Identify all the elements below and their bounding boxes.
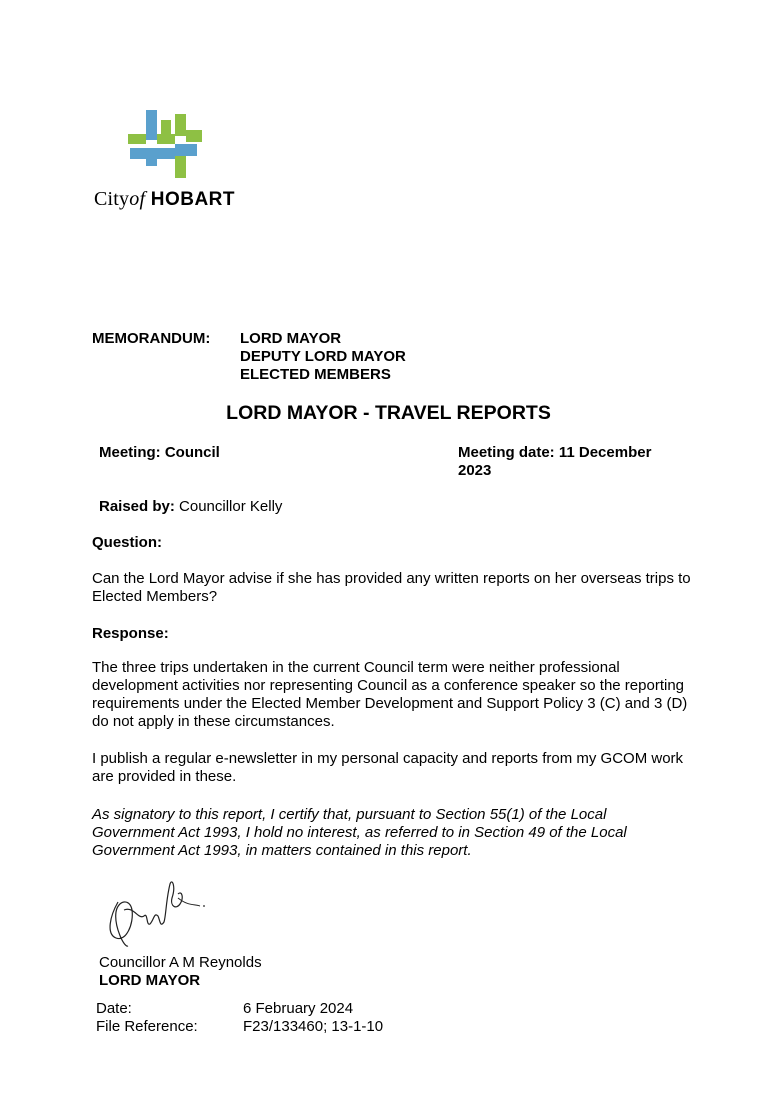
raised-by-value: Councillor Kelly <box>179 498 283 515</box>
logo-hobart: HOBART <box>150 189 235 210</box>
meeting-date <box>458 444 688 480</box>
certification-statement: As signatory to this report, I certify that, pursuant to Section 55(1) of the Local Government Act 1993, I hold no interest, as referred to in Section 49 of the Local Government Act 1993, in matters contained in this report. <box>92 806 627 859</box>
meeting-value: Council <box>164 444 220 461</box>
logo-bar <box>175 114 186 136</box>
logo-bar <box>128 134 146 144</box>
response-paragraph: I publish a regular e-newsletter in my personal capacity and reports from my GCOM work are provided in these. <box>92 750 684 785</box>
date-label: Date: <box>96 1000 132 1017</box>
page-title: LORD MAYOR - TRAVEL REPORTS <box>226 402 551 424</box>
file-reference-value: F23/133460; 13-1-10 <box>243 1018 384 1035</box>
file-reference-label: File Reference: <box>96 1018 198 1035</box>
logo-city: City <box>94 188 130 210</box>
date-value: 6 February 2024 <box>243 1000 354 1017</box>
memo-recipient: DEPUTY LORD MAYOR <box>240 348 406 365</box>
logo-wordmark <box>94 188 235 211</box>
meeting-date-value: 11 December 2023 <box>458 444 652 479</box>
meeting-label: Meeting: <box>99 444 161 461</box>
response-heading: Response: <box>92 625 169 642</box>
raised-by-label: Raised by: <box>99 498 175 515</box>
logo-bar <box>186 130 202 142</box>
memo-label: MEMORANDUM: <box>92 330 211 347</box>
signatory-name: Councillor A M Reynolds <box>99 954 262 971</box>
logo-of: of <box>129 188 146 210</box>
memo-recipients <box>240 330 406 384</box>
logo-bar <box>175 156 186 178</box>
meeting-info <box>99 444 220 462</box>
meeting-date-label: Meeting date: <box>458 444 555 461</box>
question-heading: Question: <box>92 534 162 551</box>
logo-bar <box>146 110 157 140</box>
logo-bar <box>175 144 197 156</box>
raised-by <box>99 498 282 516</box>
question-body: Can the Lord Mayor advise if she has provided any written reports on her overseas trips to Elected Members? <box>92 570 691 605</box>
memo-recipient: LORD MAYOR <box>240 330 342 347</box>
response-paragraph: The three trips undertaken in the current Council term were neither professional development activities nor representing Council as a conference speaker so the reporting requirements under the Elected Member Development and Support Policy 3 (C) and 3 (D) do not apply in these circumstances. <box>92 659 688 730</box>
city-of-hobart-logo-icon <box>128 110 204 182</box>
memo-recipient: ELECTED MEMBERS <box>240 366 391 383</box>
logo-bar <box>130 148 175 159</box>
signatory-title: LORD MAYOR <box>99 972 201 989</box>
logo-bar <box>157 134 175 144</box>
signature <box>104 876 208 950</box>
